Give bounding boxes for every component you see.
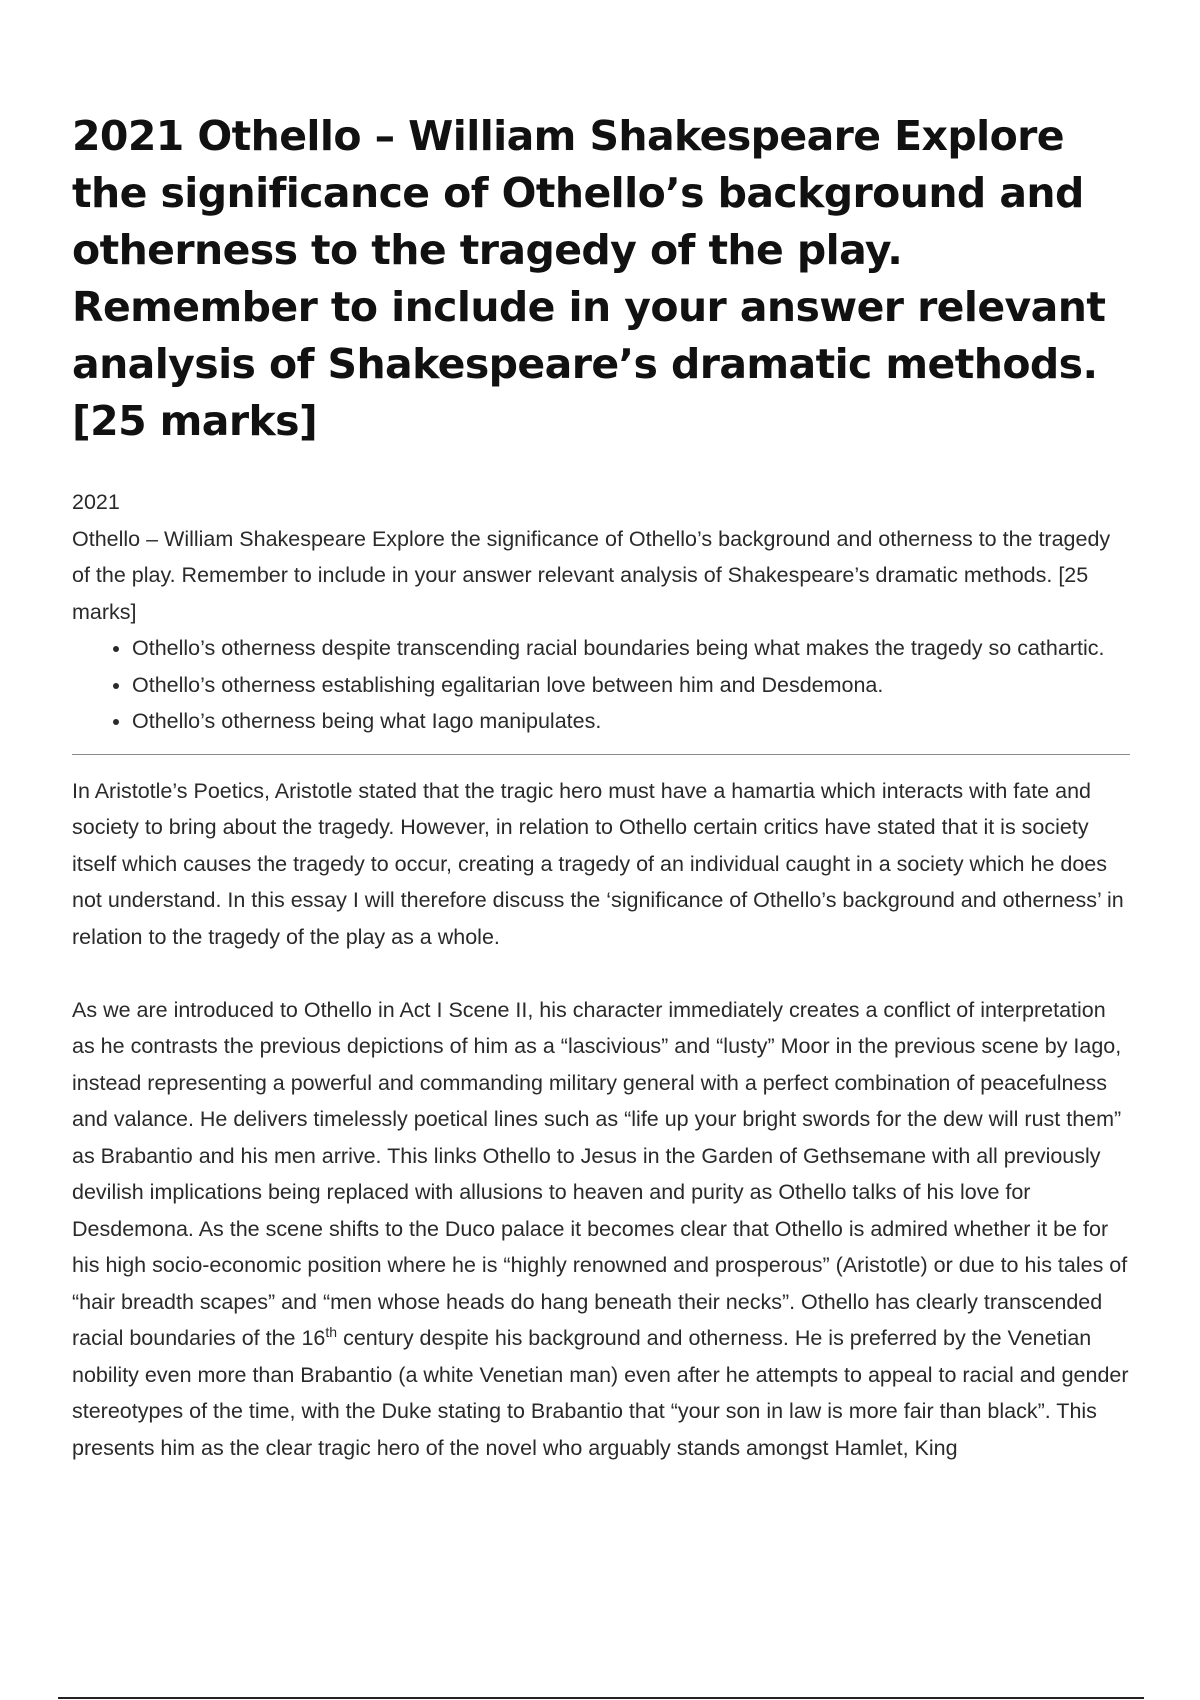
paragraph-text-part: century despite his background and otherness. He is preferred by the Venetian nobility even more than Brabantio (a white Venetian man) even after he attempts to appeal to racial and gender stereotypes of the time, with the Duke stating to Brabantio that “your son in law is more fair than black”. This presents him as the clear tragic hero of the novel who arguably stands amongst Hamlet, King bbox=[72, 1326, 1129, 1460]
ordinal-superscript: th bbox=[325, 1323, 338, 1340]
question-block bbox=[72, 484, 1132, 630]
list-item: • Othello’s otherness being what Iago manipulates. bbox=[132, 703, 1132, 740]
page-bottom-rule bbox=[58, 1697, 1144, 1699]
introduction-paragraph: In Aristotle’s Poetics, Aristotle stated that the tragic hero must have a hamartia which interacts with fate and society to bring about the tragedy. However, in relation to Othello certain critics have stated that it is society itself which causes the tragedy to occur, creating a tragedy of an individual caught in a society which he does not understand. In this essay I will therefore discuss the ‘significance of Othello’s background and otherness’ in relation to the tragedy of the play as a whole. bbox=[72, 778, 1124, 949]
horizontal-divider bbox=[72, 754, 1130, 755]
essay-plan-list bbox=[72, 630, 1132, 740]
essay-body bbox=[72, 773, 1132, 1467]
list-item: • Othello’s otherness despite transcending racial boundaries being what makes the tragedy so cathartic. bbox=[132, 630, 1132, 667]
paragraph-text-part: As we are introduced to Othello in Act I Scene II, his character immediately creates a conflict of interpretation as he contrasts the previous depictions of him as a “lascivious” and “lusty” Moor in the previous scene by Iago, instead representing a powerful and commanding military general with a perfect combination of peacefulness and valance. He delivers timelessly poetical lines such as “life up your bright swords for the dew will rust them” as Brabantio and his men arrive. This links Othello to Jesus in the Garden of Gethsemane with all previously devilish implications being replaced with allusions to heaven and purity as Othello talks of his love for Desdemona. As the scene shifts to the Duco palace it becomes clear that Othello is admired whether it be for his high socio-economic position where he is “highly renowned and prosperous” (Aristotle) or due to his tales of “hair breadth scapes” and “men whose heads do hang beneath their necks”. Othello has clearly transcended racial boundaries of the 16 bbox=[72, 997, 1128, 1350]
list-item: • Othello’s otherness establishing egalitarian love between him and Desdemona. bbox=[132, 667, 1132, 704]
question-text: Othello – William Shakespeare Explore the significance of Othello’s background and otherness to the tragedy of the play. Remember to include in your answer relevant analysis of Shakespeare’s dramatic methods. [25 marks] bbox=[72, 526, 1111, 624]
document-page bbox=[72, 108, 1132, 1466]
document-title: 2021 Othello – William Shakespeare Explore the significance of Othello’s background and otherness to the tragedy of the play. Remember to include in your answer relevant analysis of Shakespeare’s dramatic methods. [25 marks] bbox=[72, 112, 1106, 445]
year-line: 2021 bbox=[72, 490, 120, 514]
body-paragraph bbox=[72, 992, 1132, 1467]
